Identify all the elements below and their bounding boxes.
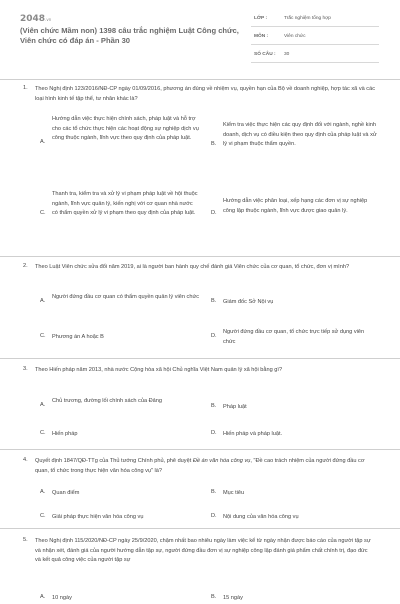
question-text-emphasis: Đề án văn hóa công vụ xyxy=(192,458,251,464)
option-letter: D. xyxy=(211,333,217,339)
question-divider xyxy=(0,256,400,257)
question-number: 3. xyxy=(23,366,28,372)
question-text-before: Quyết định 1847/QĐ-TTg của Thủ tướng Chính phủ, phê duyệt xyxy=(35,458,193,464)
option-text: Chủ trương, đường lối chính sách của Đảng xyxy=(52,398,162,404)
option-text: Hiến pháp xyxy=(52,431,78,437)
question-text: Theo Hiến pháp năm 2013, nhà nước Cộng hòa xã hội Chủ nghĩa Việt Nam quản lý xã hội bằng gì? xyxy=(35,367,283,373)
meta-count-row xyxy=(251,50,379,63)
option-letter: C. xyxy=(40,430,46,436)
option-text: Kiểm tra việc thực hiện các quy định đối với ngành, nghề kinh doanh, dịch vụ có điều kiện theo quy định của pháp luật và xử lý vi phạm thuộc thẩm quyền. xyxy=(223,122,377,147)
question-text-after: , "Đề cao trách nhiệm của người đứng đầu cơ quan, tổ chức trong thực hiện văn hóa công vụ" là? xyxy=(35,458,365,474)
option-letter: A. xyxy=(40,402,46,408)
question-divider xyxy=(0,358,400,359)
option-text: Người đứng đầu cơ quan có thẩm quyền quản lý viên chức xyxy=(52,294,199,300)
exam-meta xyxy=(251,14,379,68)
logo-suffix: .vn xyxy=(45,17,52,22)
question-text: Theo Nghị định 123/2016/NĐ-CP ngày 01/09/2016, phương án đúng về nhiệm vụ, quyền hạn của Bộ về doanh nghiệp, hợp tác xã và các loại hình kinh tế tập thể, tư nhân khác là? xyxy=(35,86,376,102)
option-text: 10 ngày xyxy=(52,595,72,601)
option-text: Quan điểm xyxy=(52,490,80,496)
option-letter: B. xyxy=(211,298,217,304)
logo-main: 2048 xyxy=(20,14,46,24)
meta-count-value: 30 xyxy=(284,52,290,57)
option-text: Mục tiêu xyxy=(223,490,245,496)
option-letter: B. xyxy=(211,403,217,409)
option-text: Phương án A hoặc B xyxy=(52,334,104,340)
option-letter: B. xyxy=(211,594,217,600)
option-letter: B. xyxy=(211,141,217,147)
question-divider xyxy=(0,528,400,529)
option-text: Hướng dẫn việc phân loại, xếp hạng các đơn vị sự nghiệp công lập thuộc ngành, lĩnh vực được giao quản lý. xyxy=(223,198,368,214)
option-letter: A. xyxy=(40,139,46,145)
option-text: Hướng dẫn việc thực hiện chính sách, pháp luật và hỗ trợ cho các tổ chức thực hiện các hoạt động sự nghiệp dịch vụ công thuộc ngành, lĩnh vực theo quy định của pháp luật. xyxy=(52,116,199,141)
option-text: Nội dung của văn hóa công vụ xyxy=(223,514,299,520)
document-title: (Viên chức Mầm non) 1398 câu trắc nghiệm Luật Công chức, Viên chức có đáp án - Phần 30 xyxy=(20,26,239,45)
question-text: Theo Nghị định 115/2020/NĐ-CP ngày 25/9/2020, chậm nhất bao nhiêu ngày làm việc kể từ ngày nhận được báo cáo của người tập sự và nhận xét, đánh giá của người hướng dẫn tập sự, người đứng đầu đơn vị sự nghiệp công lập đánh giá phẩm chất chính trị, đạo đức và kết quả công việc của người tập sự xyxy=(35,538,371,563)
question-number: 2. xyxy=(23,263,28,269)
meta-subject-row xyxy=(251,32,379,45)
option-letter: C. xyxy=(40,210,46,216)
page-header xyxy=(0,0,400,78)
meta-class-row xyxy=(251,14,379,27)
question-number: 5. xyxy=(23,537,28,543)
meta-class-label: LỚP : xyxy=(254,16,268,21)
option-text: Hiến pháp và pháp luật. xyxy=(223,431,283,437)
option-text: Giám đốc Sở Nội vụ xyxy=(223,299,274,305)
option-letter: D. xyxy=(211,513,217,519)
option-text: Người đứng đầu cơ quan, tổ chức trực tiếp sử dụng viên chức xyxy=(223,329,365,345)
option-letter: C. xyxy=(40,513,46,519)
question-divider xyxy=(0,449,400,450)
option-letter: A. xyxy=(40,489,46,495)
question-text xyxy=(35,457,375,476)
question-number: 1. xyxy=(23,85,28,91)
option-letter: A. xyxy=(40,594,46,600)
option-text: 15 ngày xyxy=(223,595,243,601)
meta-count-label: SỐ CÂU : xyxy=(254,52,276,57)
option-text: Giải pháp thực hiện văn hóa công vụ xyxy=(52,514,144,520)
option-letter: A. xyxy=(40,298,46,304)
option-text: Pháp luật xyxy=(223,404,247,410)
meta-class-value: Trắc nghiệm tổng hợp xyxy=(284,16,331,21)
question-text: Theo Luật Viên chức sửa đổi năm 2019, ai là người ban hành quy chế đánh giá Viên chức của cơ quan, tổ chức, đơn vị mình? xyxy=(35,264,350,270)
option-letter: B. xyxy=(211,489,217,495)
option-letter: D. xyxy=(211,210,217,216)
option-text: Thanh tra, kiểm tra và xử lý vi phạm pháp luật về hội thuộc ngành, lĩnh vực quản lý, kiến nghị với cơ quan nhà nước có thẩm quyền xử lý vi phạm theo quy định của pháp luật. xyxy=(52,191,198,216)
meta-subject-label: MÔN : xyxy=(254,34,269,39)
question-number: 4. xyxy=(23,457,28,463)
option-letter: C. xyxy=(40,333,46,339)
site-logo[interactable] xyxy=(20,14,51,24)
header-divider xyxy=(0,79,400,80)
meta-subject-value: Viên chức xyxy=(284,34,306,39)
option-letter: D. xyxy=(211,430,217,436)
